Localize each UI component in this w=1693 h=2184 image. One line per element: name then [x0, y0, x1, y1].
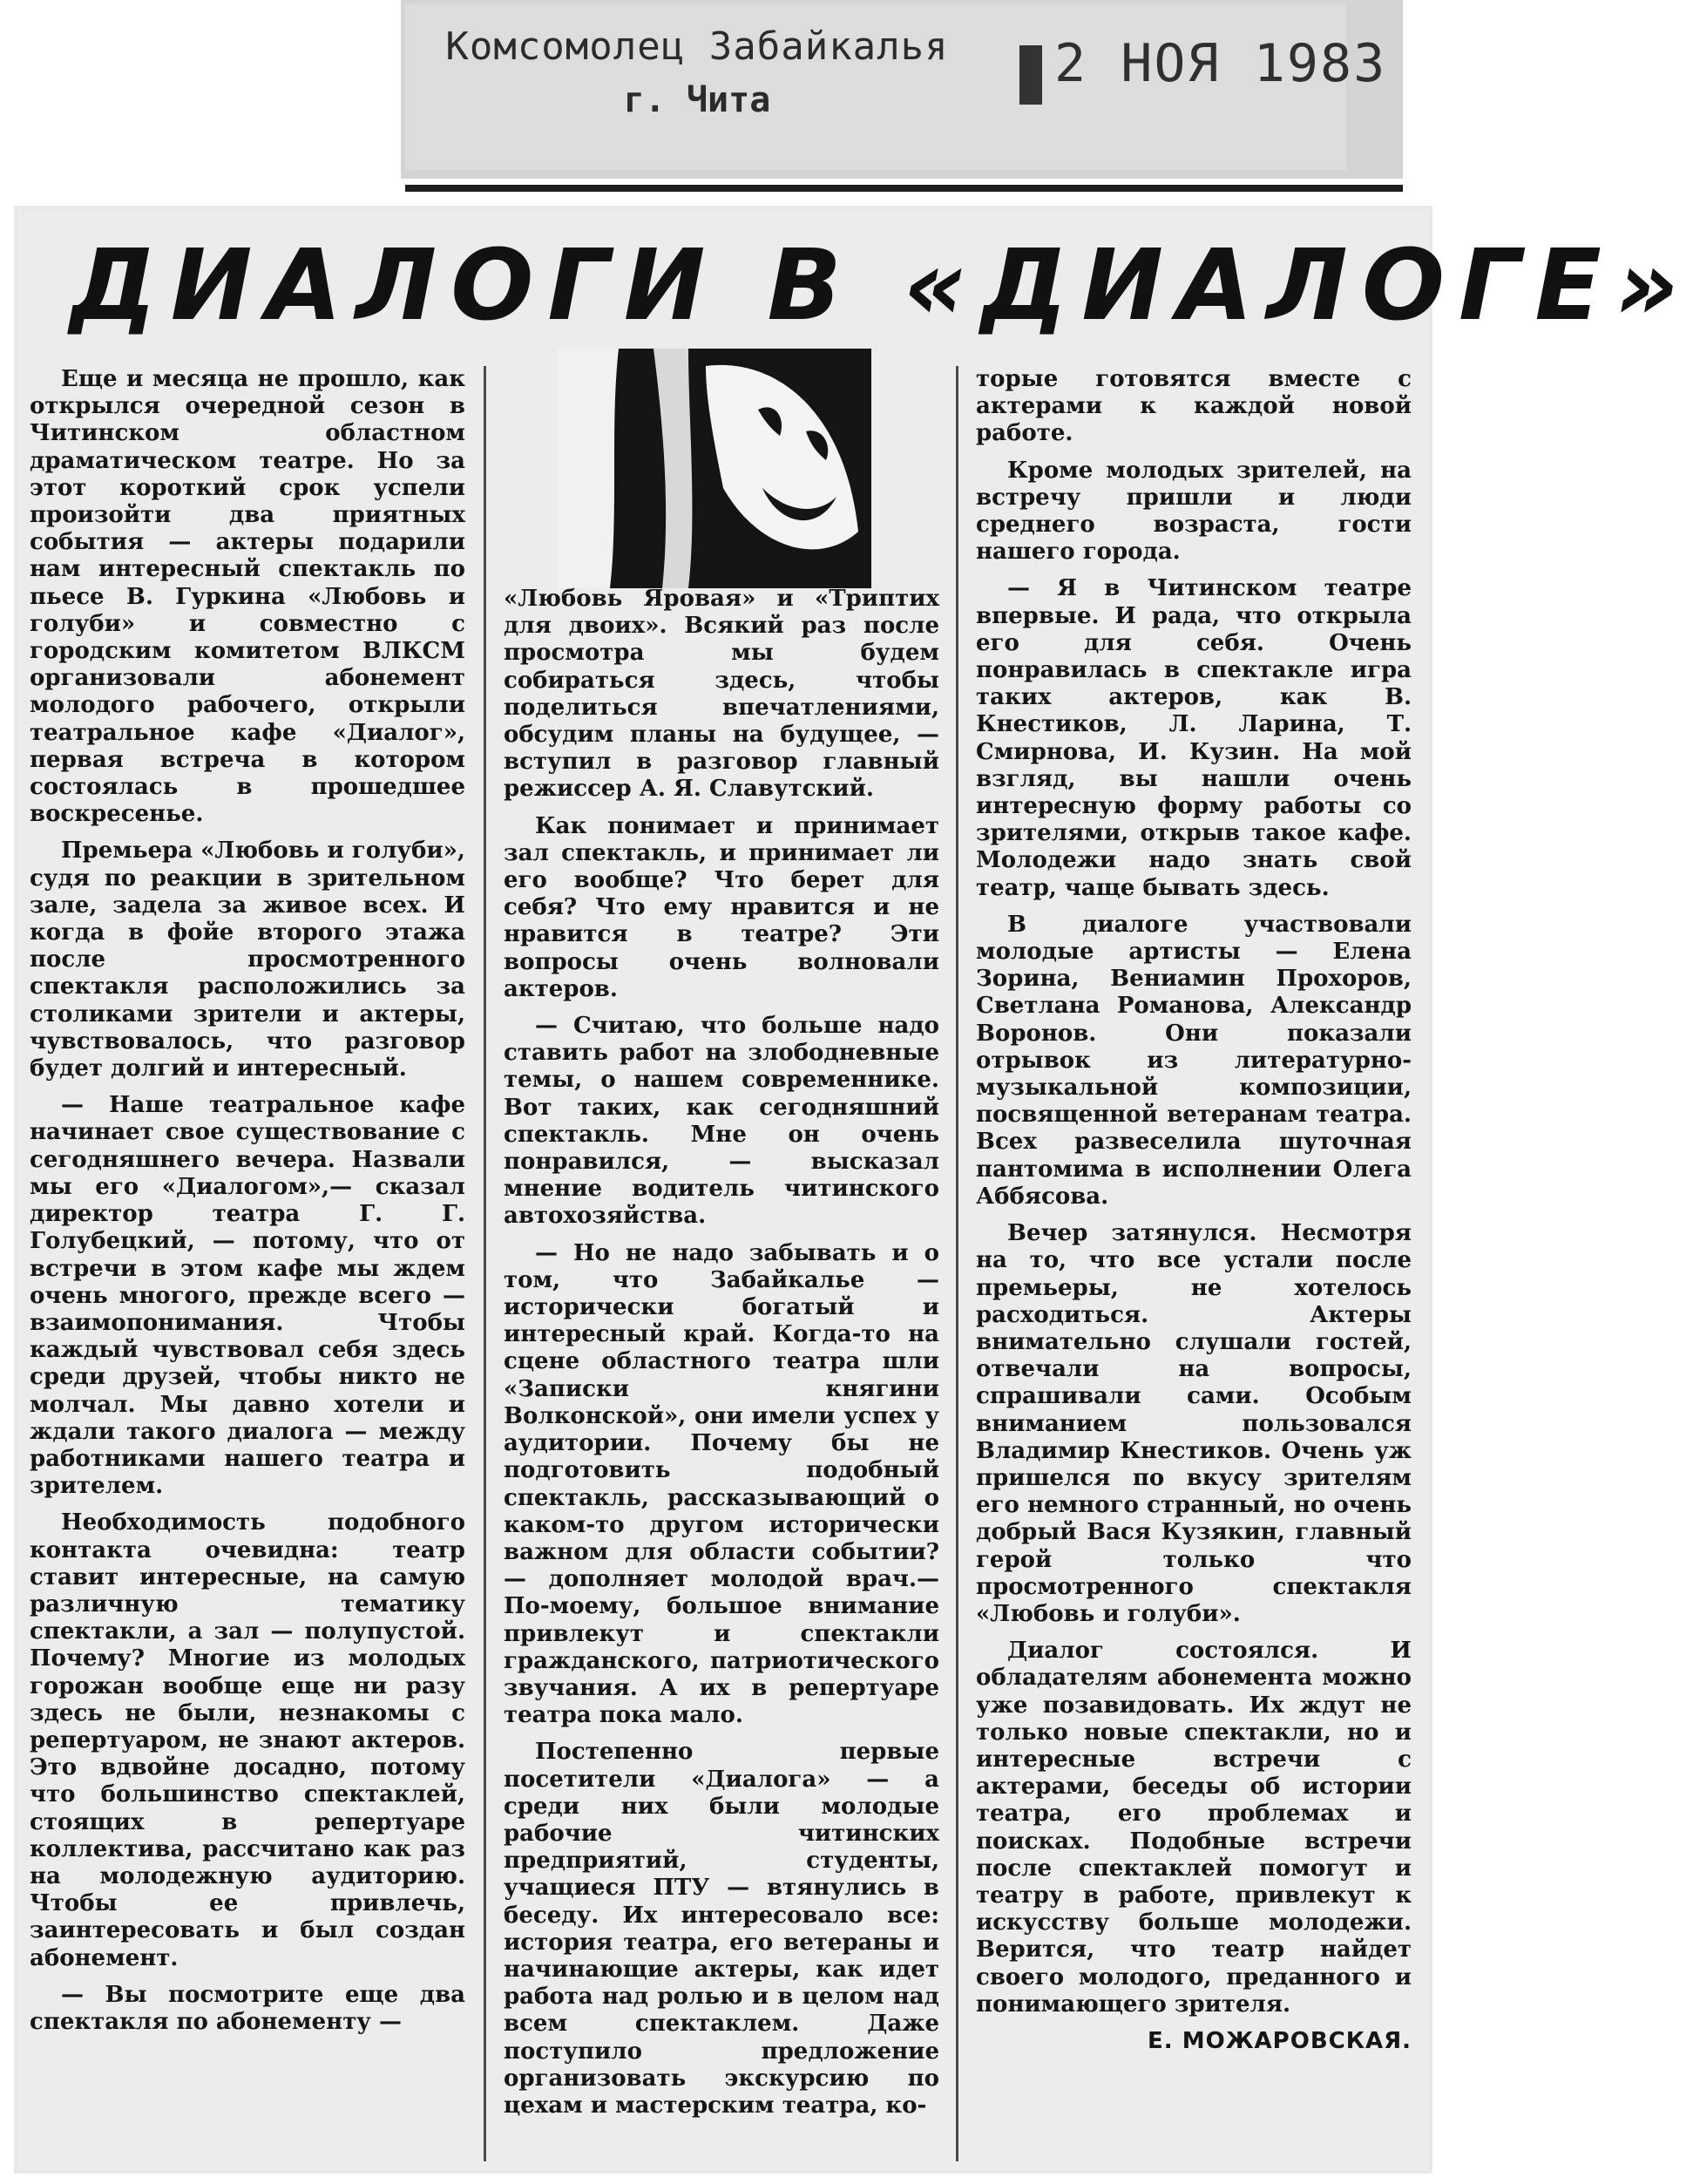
paragraph: — Наше театральное кафе начинает свое существование с сегодняшнего вечера. Назвали мы его «Диалогом»,— сказал директор театра Г. Г. Голубецкий, — потому, что от встречи в этом кафе мы ждем очень многого, прежде всего — взаимопонимания. Чтобы каждый чувствовал себя здесь среди друзей, чтобы никто не молчал. Мы давно хотели и ждали такого диалога — между работниками нашего театра и зрителем.: [30, 1092, 465, 1500]
paragraph: Вечер затянулся. Несмотря на то, что все устали после премьеры, не хотелось расходиться. Актеры внимательно слушали гостей, отвечали на вопросы, спрашивали сами. Особым вниманием пользовался Владимир Кнестиков. Очень уж пришелся по вкусу зрителям его немного странный, но очень добрый Вася Кузякин, главный герой только что просмотренного спектакля «Любовь и голуби».: [976, 1220, 1412, 1627]
paragraph: «Любовь Яровая» и «Триптих для двоих». Всякий раз после просмотра мы будем собираться здесь, чтобы поделиться впечатлениями, обсудим планы на будущее, — вступил в разговор главный режиссер А. Я. Славутский.: [504, 586, 939, 803]
paragraph: Диалог состоялся. И обладателям абонемента можно уже позавидовать. Их ждут не только новые спектакли, но и интересные встречи с актерами, беседы об истории театра, его проблемах и поисках. Подобные встречи после спектаклей помогут и театру в работе, привлекут к искусству больше молодежи. Верится, что театр найдет своего молодого, преданного и понимающего зрителя.: [976, 1638, 1412, 2018]
paragraph: Необходимость подобного контакта очевидна: театр ставит интересные, на самую различную тематику спектакли, а зал — полупустой. Почему? Многие из молодых горожан вообще еще ни разу здесь не были, незнакомы с репертуаром, не знают актеров. Это вдвойне досадно, потому что большинство спектаклей, стоящих в репертуаре коллектива, рассчитано как раз на молодежную аудиторию. Чтобы ее привлечь, заинтересовать и был создан абонемент.: [30, 1509, 465, 1971]
paragraph: Премьера «Любовь и голуби», судя по реакции в зрительном зале, задела за живое всех. И когда в фойе второго этажа после просмотренного спектакля расположились за столиками зрители и актеры, чувствовалось, что разговор будет долгий и интересный.: [30, 838, 465, 1082]
paragraph: торые готовятся вместе с актерами к каждой новой работе.: [976, 366, 1412, 447]
paragraph: Кроме молодых зрителей, на встречу пришли и люди среднего возраста, гости нашего города.: [976, 457, 1412, 566]
author-signature: Е. МОЖАРОВСКАЯ.: [1148, 2027, 1412, 2054]
paragraph: — Но не надо забывать и о том, что Забайкалье — исторически богатый и интересный край. Когда-то на сцене областного театра шли «Записки княгини Волконской», они имели успех у аудитории. Почему бы не подготовить подобный спектакль, рассказывающий о каком-то другом исторически важном для области событии? — дополняет молодой врач.—По-моему, большое внимание привлекут и спектакли гражданского, патриотического звучания. А их в репертуаре театра пока мало.: [504, 1239, 939, 1729]
publication-name: Комсомолец Забайкалья: [445, 24, 949, 69]
article-column-2: [504, 586, 939, 2154]
column-separator: [956, 366, 958, 2161]
paragraph: — Вы посмотрите еще два спектакля по абонементу —: [30, 1981, 465, 2035]
publication-city: г. Чита: [623, 80, 771, 120]
publication-date: 2 НОЯ 1983: [1054, 33, 1387, 94]
paragraph: Еще и месяца не прошло, как открылся очередной сезон в Читинском областном драматическом театре. Но за этот короткий срок успели произойти два приятных события — актеры подарили нам интересный спектакль по пьесе В. Гуркина «Любовь и голуби» и совместно с городским комитетом ВЛКСМ организовали абонемент молодого рабочего, открыли театральное кафе «Диалог», первая встреча в котором состоялась в прошедшее воскресенье.: [30, 366, 465, 828]
stamp-divider: [405, 185, 1403, 192]
article-column-3: [976, 366, 1412, 2126]
paragraph: — Я в Читинском театре впервые. И рада, что открыла его для себя. Очень понравилась в спектакле игра таких актеров, как В. Кнестиков, Л. Ларина, Т. Смирнова, И. Кузин. На мой взгляд, вы нашли очень интересную форму работы со зрителями, открыв такое кафе. Молодежи надо знать свой театр, чаще бывать здесь.: [976, 575, 1412, 901]
article-column-1: [30, 366, 465, 2109]
paragraph: Постепенно первые посетители «Диалога» — а среди них были молодые рабочие читинских предприятий, студенты, учащиеся ПТУ — втянулись в беседу. Их интересовало все: история театра, его ветераны и начинающие актеры, как идет работа над ролью и в целом над всем спектаклем. Даже поступило предложение организовать экскурсию по цехам и мастерским театра, ко-: [504, 1739, 939, 2119]
article-headline: ДИАЛОГИ В «ДИАЛОГЕ»: [70, 229, 1693, 343]
stamp-mark: [1019, 45, 1042, 105]
paragraph: В диалоге участвовали молодые артисты — Елена Зорина, Вениамин Прохоров, Светлана Романова, Александр Воронов. Они показали отрывок из литературно-музыкальной композиции, посвященной ветеранам театра. Всех развеселила шуточная пантомима в исполнении Олега Аббясова.: [976, 911, 1412, 1210]
paragraph: — Считаю, что больше надо ставить работ на злободневные темы, о нашем современнике. Вот таких, как сегодняшний спектакль. Мне он очень понравился, — высказал мнение водитель читинского автохозяйства.: [504, 1013, 939, 1230]
theatre-mask-icon: [558, 349, 871, 588]
paragraph: Как понимает и принимает зал спектакль, и принимает ли его вообще? Что берет для себя? Что ему нравится и не нравится в театре? Эти вопросы очень волновали актеров.: [504, 812, 939, 1002]
column-separator: [484, 366, 486, 2161]
